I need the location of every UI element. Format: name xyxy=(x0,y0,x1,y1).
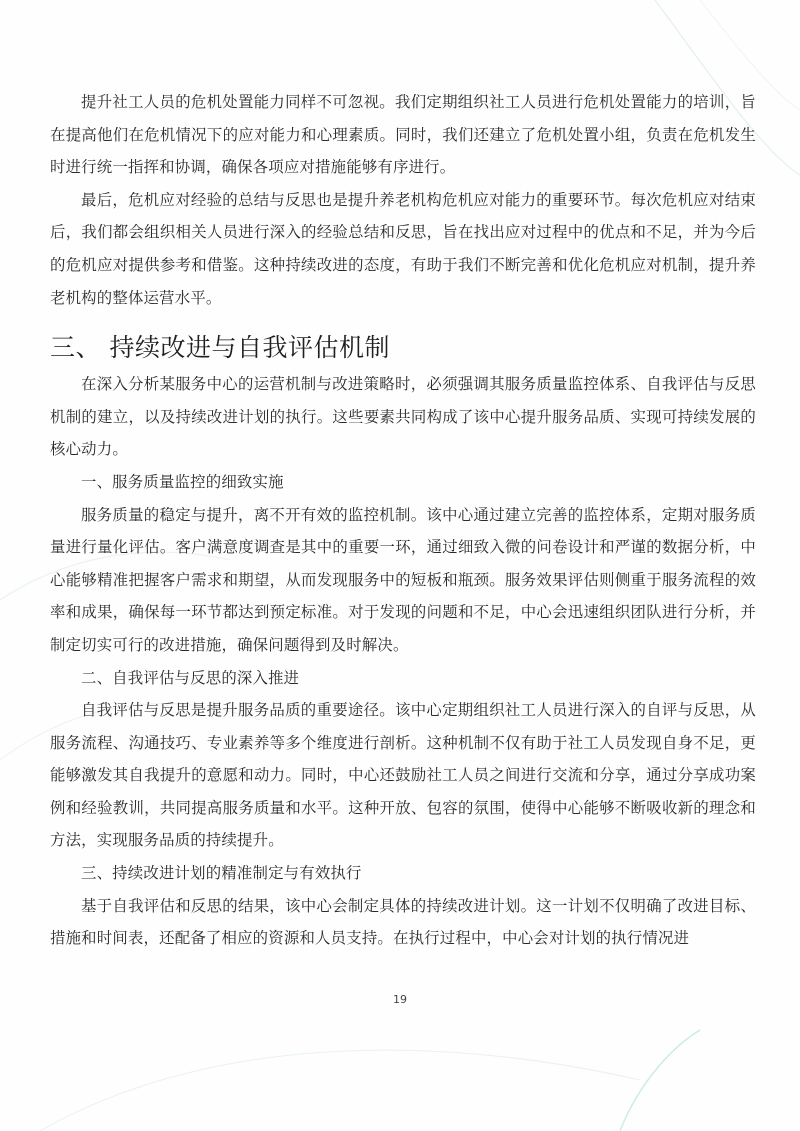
subsection-heading-quality-monitoring: 一、服务质量监控的细致实施 xyxy=(81,472,284,491)
page-content xyxy=(50,86,756,955)
subsection-heading-improvement-plan: 三、持续改进计划的精准制定与有效执行 xyxy=(81,864,362,883)
section-title: 三、 持续改进与自我评估机制 xyxy=(50,333,390,363)
paragraph-self-assessment: 自我评估与反思是提升服务品质的重要途径。该中心定期组织社工人员进行深入的自评与反思，从服务流程、沟通技巧、专业素养等多个维度进行剖析。这种机制不仅有助于社工人员发现自身不足，更能够激发其自我提升的意愿和动力。同时，中心还鼓励社工人员之间进行交流和分享，通过分享成功案例和经验教训，共同提高服务质量和水平。这种开放、包容的氛围，使得中心能够不断吸收新的理念和方法，实现服务品质的持续提升。 xyxy=(50,701,756,850)
decor-arc-bottom xyxy=(40,1050,640,1131)
decor-arc-bottom-right xyxy=(620,1030,700,1131)
subsection-heading-self-assessment: 二、自我评估与反思的深入推进 xyxy=(81,668,300,687)
page-number: 19 xyxy=(393,993,407,1006)
section-intro-paragraph: 在深入分析某服务中心的运营机制与改进策略时，必须强调其服务质量监控体系、自我评估与反思机制的建立，以及持续改进计划的执行。这些要素共同构成了该中心提升服务品质、实现可持续发展的核心动力。 xyxy=(50,375,756,459)
paragraph-crisis-review: 最后，危机应对经验的总结与反思也是提升养老机构危机应对能力的重要环节。每次危机应对结束后，我们都会组织相关人员进行深入的经验总结和反思，旨在找出应对过程中的优点和不足，并为今后的危机应对提供参考和借鉴。这种持续改进的态度，有助于我们不断完善和优化危机应对机制，提升养老机构的整体运营水平。 xyxy=(50,190,756,307)
paragraph-improvement-plan: 基于自我评估和反思的结果，该中心会制定具体的持续改进计划。这一计划不仅明确了改进目标、措施和时间表，还配备了相应的资源和人员支持。在执行过程中，中心会对计划的执行情况进 xyxy=(50,896,756,948)
paragraph-crisis-training: 提升社工人员的危机处置能力同样不可忽视。我们定期组织社工人员进行危机处置能力的培训，旨在提高他们在危机情况下的应对能力和心理素质。同时，我们还建立了危机处置小组，负责在危机发生时进行统一指挥和协调，确保各项应对措施能够有序进行。 xyxy=(50,93,756,177)
paragraph-quality-monitoring: 服务质量的稳定与提升，离不开有效的监控机制。该中心通过建立完善的监控体系，定期对服务质量进行量化评估。客户满意度调查是其中的重要一环，通过细致入微的问卷设计和严谨的数据分析，中心能够精准把握客户需求和期望，从而发现服务中的短板和瓶颈。服务效果评估则侧重于服务流程的效率和成果，确保每一环节都达到预定标准。对于发现的问题和不足，中心会迅速组织团队进行分析，并制定切实可行的改进措施，确保问题得到及时解决。 xyxy=(50,505,756,654)
